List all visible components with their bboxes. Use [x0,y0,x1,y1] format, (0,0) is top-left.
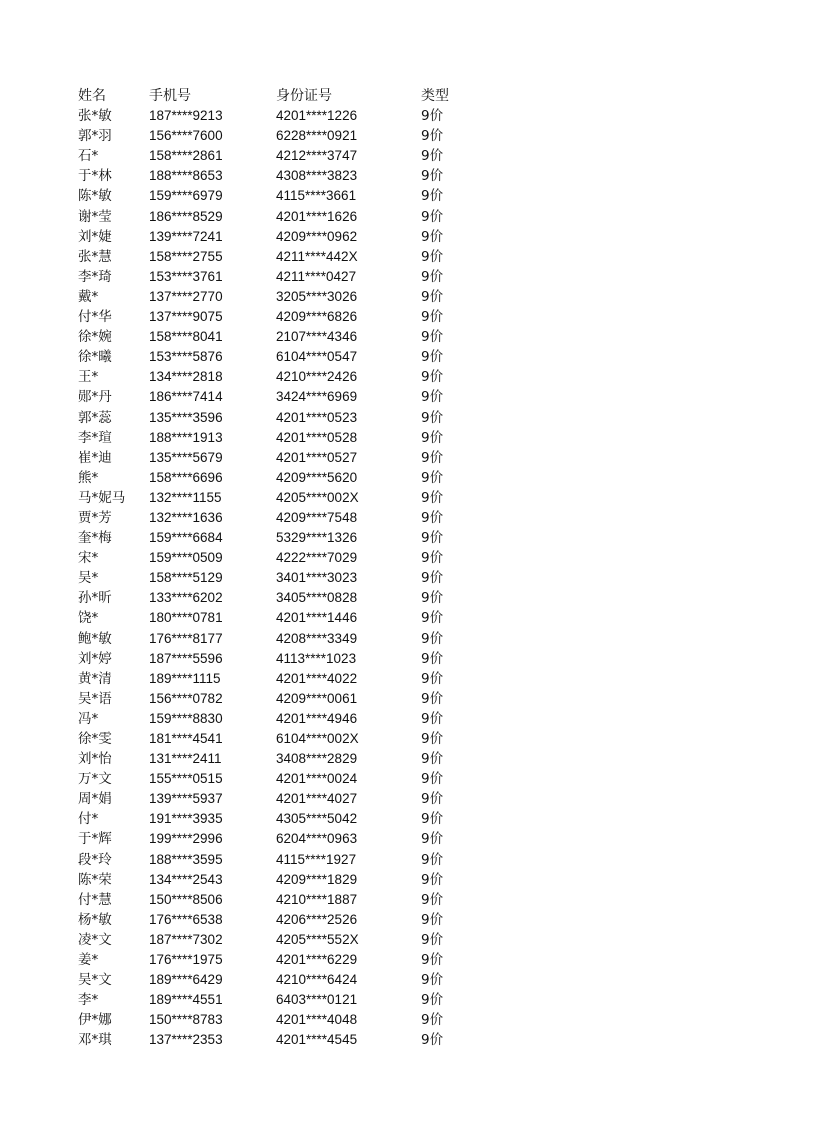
cell-type: 9价 [421,670,444,687]
cell-id: 4208****3349 [276,630,358,646]
cell-id: 3405****0828 [276,590,358,606]
table-row [78,850,498,870]
cell-type: 9价 [421,469,444,486]
cell-id: 4201****0024 [276,771,358,787]
cell-phone: 132****1155 [149,489,222,505]
cell-phone: 132****1636 [149,509,223,525]
table-row [78,990,498,1010]
cell-phone: 187****9213 [149,108,223,124]
cell-phone: 187****5596 [149,650,223,666]
cell-type: 9价 [421,108,444,125]
header-phone: 手机号 [149,88,191,104]
table-row [78,910,498,930]
cell-phone: 176****8177 [149,630,223,646]
table-row [78,890,498,910]
cell-id: 4201****0523 [276,409,358,425]
table-row [78,207,498,227]
cell-name: 万*文 [78,771,112,788]
cell-phone: 134****2543 [149,871,223,887]
table-row [78,1030,498,1050]
cell-id: 4201****4022 [276,670,358,686]
cell-name: 于*林 [78,168,112,185]
cell-type: 9价 [421,992,444,1009]
cell-id: 4210****2426 [276,369,358,385]
cell-phone: 176****1975 [149,952,223,968]
cell-name: 付*慧 [78,891,112,908]
cell-name: 杨*敏 [78,911,112,928]
cell-phone: 137****2770 [149,288,223,304]
table-row [78,669,498,689]
cell-phone: 188****1913 [149,429,223,445]
table-row [78,347,498,367]
cell-phone: 186****7414 [149,389,223,405]
cell-phone: 188****3595 [149,851,223,867]
cell-name: 饶* [78,610,99,627]
cell-phone: 134****2818 [149,369,223,385]
header-id: 身份证号 [276,88,332,104]
header-name: 姓名 [78,88,106,104]
table-row [78,367,498,387]
cell-phone: 133****6202 [149,590,223,606]
cell-phone: 191****3935 [149,811,223,827]
cell-phone: 158****5129 [149,570,223,586]
cell-type: 9价 [421,288,444,305]
table-row [78,307,498,327]
cell-type: 9价 [421,972,444,989]
cell-name: 姜* [78,952,99,969]
table-row [78,428,498,448]
table-row [78,608,498,628]
cell-name: 段*玲 [78,851,112,868]
table-row [78,186,498,206]
cell-id: 5329****1326 [276,530,358,546]
cell-name: 崔*迪 [78,449,112,466]
cell-phone: 139****5937 [149,791,223,807]
cell-type: 9价 [421,952,444,969]
cell-type: 9价 [421,931,444,948]
table-row [78,568,498,588]
cell-id: 3424****6969 [276,389,358,405]
table-row [78,126,498,146]
cell-type: 9价 [421,329,444,346]
cell-phone: 176****6538 [149,911,223,927]
cell-name: 陈*敏 [78,188,112,205]
table-row [78,106,498,126]
cell-phone: 181****4541 [149,731,223,746]
table-row [78,227,498,247]
cell-name: 李*瑄 [78,429,112,446]
cell-name: 吴*文 [78,972,112,989]
cell-name: 刘*怡 [78,751,112,768]
cell-phone: 139****7241 [149,228,223,244]
cell-name: 伊*娜 [78,1012,112,1029]
cell-name: 徐*婉 [78,329,112,346]
cell-id: 3401****3023 [276,570,358,586]
cell-name: 奎*梅 [78,530,112,547]
table-row [78,970,498,990]
cell-type: 9价 [421,771,444,788]
cell-phone: 150****8783 [149,1012,223,1028]
cell-id: 4201****4048 [276,1012,358,1028]
cell-id: 4201****0527 [276,449,358,465]
cell-id: 4222****7029 [276,550,358,566]
cell-id: 6104****002X [276,731,359,746]
cell-id: 6228****0921 [276,128,358,144]
cell-type: 9价 [421,148,444,165]
cell-name: 宋* [78,550,99,567]
cell-id: 4201****4027 [276,791,358,807]
cell-type: 9价 [421,791,444,808]
cell-id: 4115****1927 [276,851,357,867]
cell-name: 郭*蕊 [78,409,112,426]
cell-name: 冯* [78,710,99,727]
cell-phone: 156****0782 [149,690,223,706]
cell-type: 9价 [421,1032,444,1049]
table-row [78,247,498,267]
table-row [78,387,498,407]
cell-name: 鲍*敏 [78,630,112,647]
cell-phone: 153****5876 [149,349,223,365]
cell-id: 4201****0528 [276,429,358,445]
cell-type: 9价 [421,731,444,747]
cell-type: 9价 [421,610,444,627]
cell-phone: 199****2996 [149,831,223,847]
table-row [78,287,498,307]
table-row [78,468,498,488]
cell-phone: 155****0515 [149,771,223,787]
cell-type: 9价 [421,650,444,667]
cell-name: 戴* [78,288,99,305]
table-row [78,448,498,468]
cell-phone: 156****7600 [149,128,223,144]
cell-type: 9价 [421,409,444,426]
cell-id: 6104****0547 [276,349,358,365]
cell-type: 9价 [421,690,444,707]
cell-type: 9价 [421,891,444,908]
cell-type: 9价 [421,851,444,868]
cell-name: 付* [78,811,99,828]
cell-type: 9价 [421,349,444,366]
cell-id: 3205****3026 [276,288,358,304]
cell-type: 9价 [421,188,444,205]
table-row [78,769,498,789]
cell-name: 凌*文 [78,931,112,948]
table-header [78,86,498,106]
cell-name: 刘*婕 [78,228,112,245]
table-row [78,166,498,186]
table-row [78,267,498,287]
cell-name: 吴* [78,570,99,587]
table-row [78,950,498,970]
cell-name: 郭*羽 [78,128,112,145]
cell-type: 9价 [421,509,444,526]
table-row [78,870,498,890]
cell-type: 9价 [421,751,444,768]
cell-phone: 158****2755 [149,248,223,264]
cell-id: 4201****4545 [276,1032,358,1048]
cell-type: 9价 [421,630,444,647]
cell-type: 9价 [421,228,444,245]
cell-type: 9价 [421,389,444,406]
cell-id: 4212****3747 [276,148,358,164]
cell-phone: 159****8830 [149,710,223,726]
cell-id: 3408****2829 [276,751,358,767]
cell-name: 谢*莹 [78,208,112,225]
cell-type: 9价 [421,208,444,225]
table-row [78,829,498,849]
cell-id: 4211****0427 [276,268,357,284]
table-body [78,106,498,1050]
cell-phone: 186****8529 [149,208,223,224]
cell-type: 9价 [421,429,444,446]
table-row [78,528,498,548]
cell-id: 4209****5620 [276,469,358,485]
cell-name: 马*妮马 [78,489,126,506]
cell-id: 4210****1887 [276,891,358,907]
cell-phone: 158****6696 [149,469,223,485]
cell-name: 孙*昕 [78,590,112,607]
cell-phone: 189****1115 [149,670,221,686]
cell-phone: 188****8653 [149,168,223,184]
cell-phone: 158****8041 [149,329,223,345]
cell-name: 王* [78,369,99,386]
cell-phone: 159****6684 [149,530,223,546]
table-row [78,588,498,608]
cell-id: 4201****1226 [276,108,358,124]
cell-name: 吴*语 [78,690,112,707]
cell-id: 4205****552X [276,931,359,947]
cell-id: 4206****2526 [276,911,358,927]
cell-name: 徐*曦 [78,349,112,366]
cell-phone: 159****6979 [149,188,223,204]
cell-type: 9价 [421,369,444,386]
cell-id: 4209****7548 [276,509,358,525]
table-row [78,629,498,649]
cell-name: 于*辉 [78,831,112,848]
cell-name: 熊* [78,469,99,486]
cell-phone: 137****2353 [149,1032,223,1048]
table-row [78,649,498,669]
cell-name: 郧*丹 [78,389,112,406]
cell-name: 邓*琪 [78,1032,112,1049]
cell-id: 4205****002X [276,489,359,505]
cell-name: 李* [78,992,99,1009]
cell-type: 9价 [421,309,444,326]
cell-type: 9价 [421,168,444,185]
cell-type: 9价 [421,128,444,145]
cell-name: 石* [78,148,99,165]
cell-phone: 135****3596 [149,409,223,425]
cell-name: 黄*清 [78,670,112,687]
cell-id: 4201****6229 [276,952,358,968]
cell-id: 4115****3661 [276,188,357,204]
cell-name: 张*敏 [78,108,112,125]
cell-name: 张*慧 [78,248,112,265]
cell-id: 4211****442X [276,248,358,264]
table-row [78,930,498,950]
header-type: 类型 [421,88,449,104]
cell-type: 9价 [421,489,444,506]
cell-id: 4209****1829 [276,871,358,887]
cell-name: 贾*芳 [78,509,112,526]
cell-id: 2107****4346 [276,329,358,345]
cell-id: 6204****0963 [276,831,358,847]
table-row [78,709,498,729]
data-table [78,86,498,1051]
table-row [78,408,498,428]
cell-type: 9价 [421,811,444,828]
cell-id: 4209****6826 [276,309,358,325]
cell-phone: 180****0781 [149,610,223,626]
cell-phone: 159****0509 [149,550,223,566]
cell-type: 9价 [421,911,444,928]
table-row [78,729,498,749]
cell-id: 4305****5042 [276,811,358,827]
cell-type: 9价 [421,449,444,466]
table-row [78,488,498,508]
cell-type: 9价 [421,550,444,567]
cell-type: 9价 [421,570,444,587]
cell-name: 刘*婷 [78,650,112,667]
cell-type: 9价 [421,248,444,265]
cell-type: 9价 [421,268,444,285]
cell-name: 徐*雯 [78,731,112,747]
table-row [78,689,498,709]
cell-id: 4210****6424 [276,972,358,988]
cell-phone: 150****8506 [149,891,223,907]
cell-id: 4201****1446 [276,610,358,626]
cell-type: 9价 [421,710,444,727]
cell-phone: 189****6429 [149,972,223,988]
cell-id: 4201****4946 [276,710,358,726]
table-row [78,508,498,528]
table-row [78,789,498,809]
cell-name: 周*娟 [78,791,112,808]
cell-name: 陈*荣 [78,871,112,888]
cell-phone: 187****7302 [149,931,223,947]
table-row [78,809,498,829]
cell-phone: 131****2411 [149,751,222,767]
cell-phone: 158****2861 [149,148,223,164]
cell-name: 付*华 [78,309,112,326]
cell-type: 9价 [421,590,444,607]
cell-phone: 137****9075 [149,309,223,325]
cell-name: 李*琦 [78,268,112,285]
cell-type: 9价 [421,831,444,848]
cell-id: 6403****0121 [276,992,358,1008]
cell-id: 4113****1023 [276,650,357,666]
cell-id: 4209****0061 [276,690,358,706]
table-row [78,548,498,568]
cell-id: 4209****0962 [276,228,358,244]
table-row [78,146,498,166]
cell-phone: 189****4551 [149,992,223,1008]
cell-id: 4308****3823 [276,168,358,184]
table-row [78,1010,498,1030]
table-row [78,749,498,769]
cell-type: 9价 [421,1012,444,1029]
cell-phone: 153****3761 [149,268,223,284]
table-row [78,327,498,347]
cell-type: 9价 [421,530,444,547]
cell-id: 4201****1626 [276,208,358,224]
cell-phone: 135****5679 [149,449,223,465]
cell-type: 9价 [421,871,444,888]
